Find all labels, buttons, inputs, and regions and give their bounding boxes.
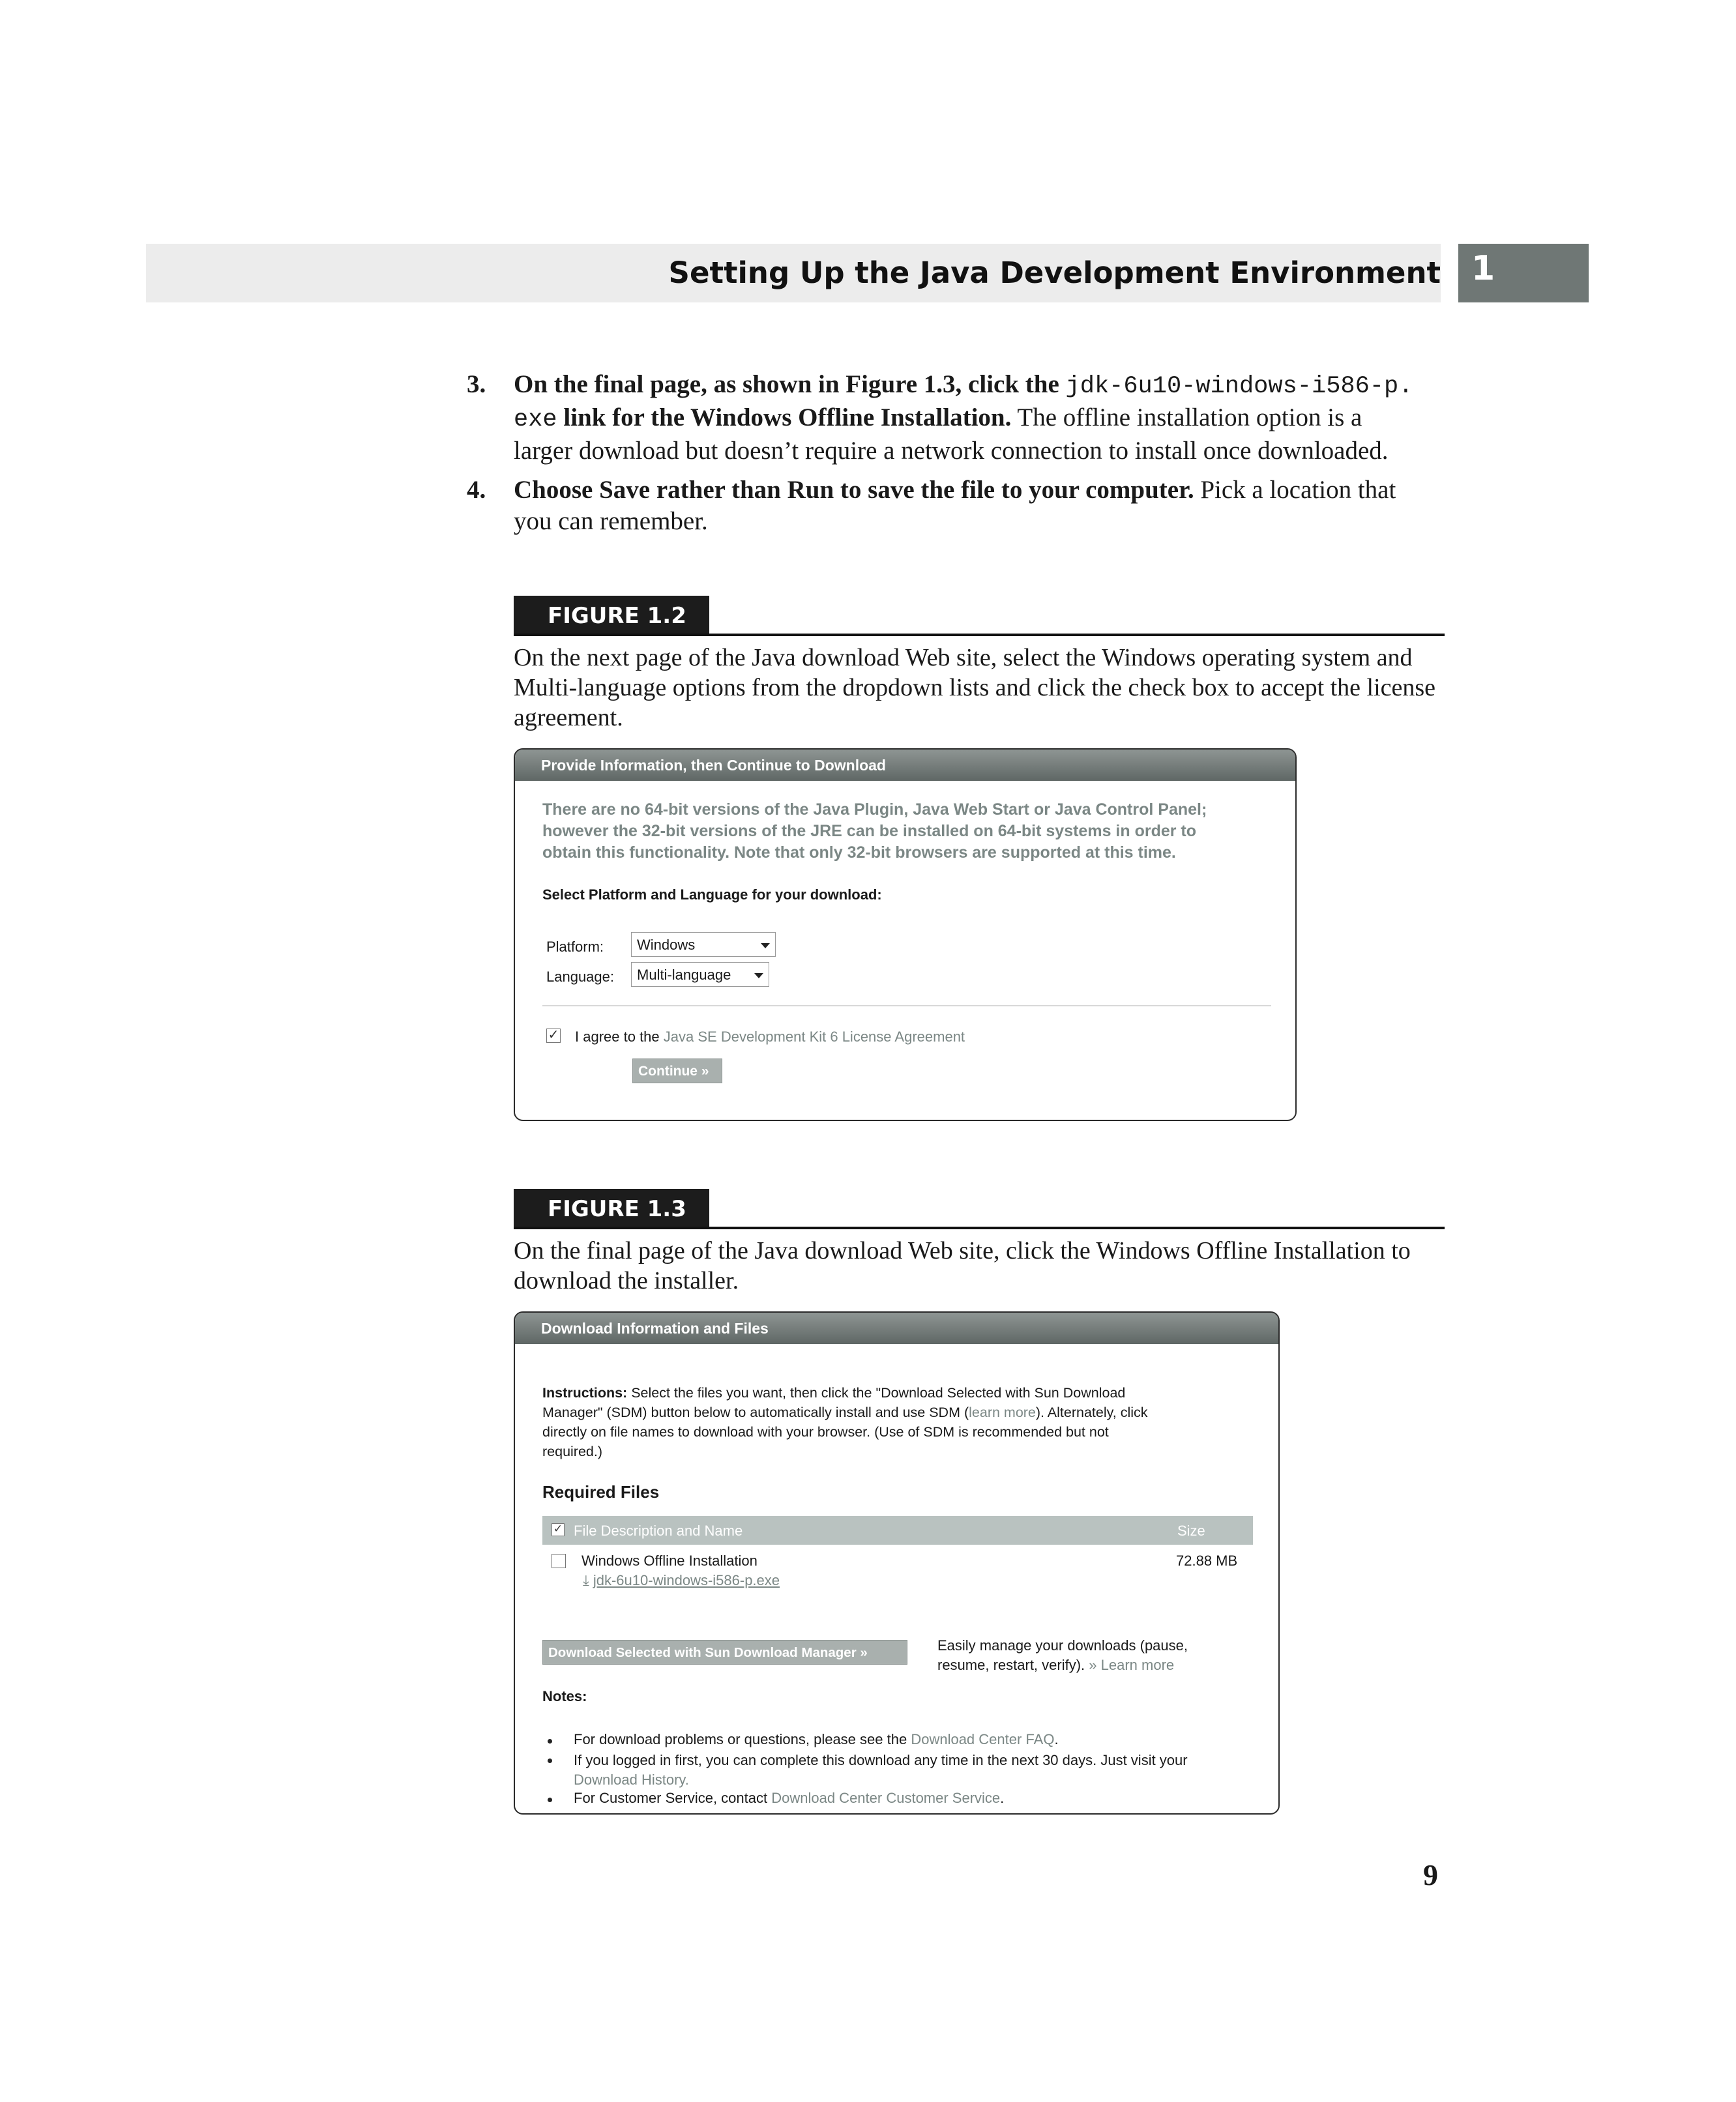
running-header-title: Setting Up the Java Development Environment [668, 255, 1441, 290]
notice-line: There are no 64-bit versions of the Java Plugin, Java Web Start or Java Control Panel; [542, 800, 1207, 819]
divider [542, 1005, 1271, 1006]
notice-line: obtain this functionality. Note that only 32-bit browsers are supported at this time. [542, 843, 1176, 862]
note-text: . [1000, 1790, 1005, 1806]
language-selected-value: Multi-language [637, 967, 731, 983]
note-item [574, 1751, 1188, 1790]
language-select[interactable] [631, 962, 769, 987]
check-icon: ✓ [553, 1523, 563, 1535]
note-item [574, 1790, 1004, 1807]
sdm-description-line: Easily manage your downloads (pause, [937, 1637, 1188, 1654]
step-4 [467, 474, 1445, 537]
step-line [514, 369, 1445, 402]
step-line: larger download but doesn’t require a network connection to install once downloaded. [514, 437, 1389, 465]
figure-1-3-label: FIGURE 1.3 [514, 1189, 709, 1229]
instructions-text [542, 1383, 1148, 1461]
figure-rule [514, 634, 1445, 636]
step-line: you can remember. [514, 507, 708, 535]
note-text: . [1054, 1731, 1059, 1747]
figure-1-2-caption: On the next page of the Java download Web site, select the Windows operating system and Multi-language options from the dropdown lists and click the check box to accept the license agreement. [514, 644, 1436, 731]
sdm-description-line [937, 1656, 1188, 1675]
figure-rule [514, 1227, 1445, 1229]
download-history-link[interactable]: Download History. [574, 1772, 689, 1788]
chevron-down-icon [761, 943, 770, 948]
download-center-faq-link[interactable]: Download Center FAQ [911, 1731, 1055, 1747]
column-header-size: Size [1177, 1523, 1205, 1539]
platform-select[interactable] [631, 932, 776, 957]
download-arrow-icon: ⤓ [583, 1572, 589, 1588]
notice-text [542, 799, 1207, 864]
step-3 [467, 369, 1445, 467]
file-description: Windows Offline Installation [581, 1553, 758, 1569]
continue-button[interactable]: Continue » [632, 1058, 722, 1083]
figure-1-3-caption: On the final page of the Java download Web site, click the Windows Offline Installation to download the installer. [514, 1237, 1411, 1294]
instructions-line: directly on file names to download with your browser. (Use of SDM is recommended but not [542, 1424, 1109, 1440]
file-size: 72.88 MB [1176, 1553, 1238, 1569]
bullet [548, 1759, 552, 1763]
sdm-learn-more-link[interactable]: » Learn more [1089, 1657, 1175, 1673]
panel-title: Download Information and Files [515, 1313, 1278, 1344]
step-line [514, 474, 1445, 506]
panel-title: Provide Information, then Continue to Download [515, 750, 1295, 781]
instructions-text-part: ). Alternately, click [1035, 1405, 1148, 1420]
instructions-line [542, 1383, 1148, 1403]
license-agreement-link[interactable]: Java SE Development Kit 6 License Agreement [663, 1029, 965, 1045]
note-text: For download problems or questions, please see the [574, 1731, 907, 1747]
bullet [548, 1798, 552, 1802]
learn-more-link[interactable]: learn more [969, 1405, 1036, 1420]
language-label: Language: [546, 969, 614, 985]
step-text: Pick a location that [1200, 476, 1396, 504]
notice-line: however the 32-bit versions of the JRE can be installed on 64-bit systems in order to [542, 822, 1197, 840]
download-options-panel [514, 748, 1297, 1121]
files-table-header [542, 1516, 1253, 1545]
customer-service-link[interactable]: Download Center Customer Service [771, 1790, 1001, 1806]
step-line [514, 402, 1445, 435]
instructions-label: Instructions: [542, 1385, 628, 1401]
instructions-line [542, 1403, 1148, 1422]
step-text: The offline installation option is a [1017, 403, 1362, 431]
step-code: jdk-6u10-windows-i586-p. [1065, 373, 1413, 400]
figure-1-2-label: FIGURE 1.2 [514, 596, 709, 636]
instructions-text-part: Manager" (SDM) button below to automatically install and use SDM ( [542, 1405, 969, 1420]
download-with-sdm-button[interactable]: Download Selected with Sun Download Manager » [542, 1640, 907, 1665]
chevron-down-icon [754, 973, 763, 978]
license-agree-checkbox[interactable] [546, 1029, 561, 1043]
platform-selected-value: Windows [637, 937, 696, 953]
chapter-number: 1 [1471, 249, 1495, 288]
step-code: exe [514, 406, 557, 433]
step-bold-lead: On the final page, as shown in Figure 1.3, click the [514, 370, 1059, 398]
sdm-description [937, 1636, 1188, 1675]
step-bold-tail: link for the Windows Offline Installation. [563, 403, 1012, 431]
step-number: 3. [467, 370, 486, 398]
page-number: 9 [1423, 1858, 1438, 1891]
instructions-line: required.) [542, 1444, 603, 1459]
license-agree-text [575, 1029, 965, 1045]
platform-label: Platform: [546, 939, 604, 955]
agree-label: I agree to the [575, 1029, 660, 1045]
note-text: For Customer Service, contact [574, 1790, 768, 1806]
file-checkbox[interactable] [552, 1554, 566, 1568]
bullet [548, 1739, 552, 1744]
notes-heading: Notes: [542, 1688, 587, 1704]
sdm-description-text: resume, restart, verify). [937, 1657, 1085, 1673]
file-download-link-row[interactable] [583, 1572, 780, 1589]
note-item [574, 1731, 1059, 1748]
step-bold-lead: Choose Save rather than Run to save the file to your computer. [514, 476, 1194, 504]
platform-language-heading: Select Platform and Language for your download: [542, 886, 882, 903]
required-files-heading: Required Files [542, 1482, 660, 1502]
note-text: If you logged in first, you can complete this download any time in the next 30 days. Just visit your [574, 1752, 1188, 1768]
step-number: 4. [467, 476, 486, 504]
download-files-panel [514, 1311, 1280, 1815]
column-header-name: File Description and Name [574, 1523, 743, 1539]
check-icon: ✓ [548, 1028, 559, 1042]
file-download-link[interactable]: jdk-6u10-windows-i586-p.exe [593, 1572, 780, 1588]
instructions-text-part: Select the files you want, then click the "Download Selected with Sun Download [631, 1385, 1126, 1401]
select-all-checkbox[interactable] [552, 1523, 565, 1536]
